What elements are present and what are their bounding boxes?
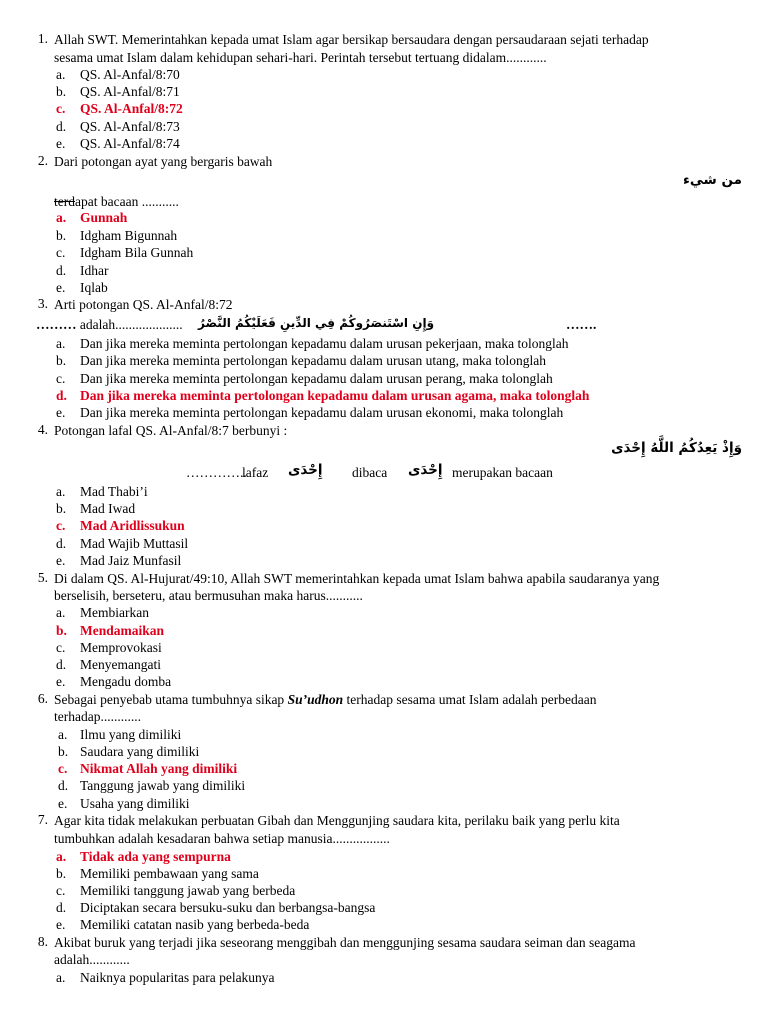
- q3-opt-a[interactable]: Dan jika mereka meminta pertolongan kepadamu dalam urusan pekerjaan, maka tolonglah: [80, 336, 569, 351]
- q3-opt-b[interactable]: Dan jika mereka meminta pertolongan kepadamu dalam urusan utang, maka tolonglah: [80, 353, 546, 368]
- q1-text-line1: Allah SWT. Memerintahkan kepada umat Islam agar bersikap bersaudara dengan persaudaraan sejati terhadap: [54, 32, 649, 47]
- q3-opt-a-letter: a.: [56, 336, 66, 351]
- q2-opt-e[interactable]: Iqlab: [80, 280, 108, 295]
- q4-opt-c-letter: c.: [56, 518, 66, 533]
- q2-opt-d[interactable]: Idhar: [80, 263, 109, 278]
- q4-trail: merupakan bacaan: [452, 465, 553, 480]
- q4-opt-b-letter: b.: [56, 501, 67, 516]
- q5-text-line2: berselisih, berseteru, atau bermusuhan maka harus...........: [54, 588, 363, 603]
- q7-opt-a-letter: a.: [56, 849, 67, 864]
- q7-text-line1: Agar kita tidak melakukan perbuatan Gibah dan Menggunjing saudara kita, perilaku baik yang perlu kita: [54, 813, 620, 828]
- q2-number: 2.: [37, 153, 48, 168]
- q2-opt-c-letter: c.: [56, 245, 66, 260]
- q2-opt-e-letter: e.: [56, 280, 66, 295]
- q3-opt-d-answer[interactable]: Dan jika mereka meminta pertolongan kepadamu dalam urusan agama, maka tolonglah: [80, 388, 590, 403]
- q4-text-line1: Potongan lafal QS. Al-Anfal/8:7 berbunyi :: [54, 423, 288, 438]
- q4-dibaca: dibaca: [352, 465, 388, 480]
- q4-opt-a[interactable]: Mad Thabi’i: [80, 484, 148, 499]
- q3-lead-dots2: ....................: [115, 317, 183, 332]
- q1-opt-b[interactable]: QS. Al-Anfal/8:71: [80, 84, 180, 99]
- q3-opt-c[interactable]: Dan jika mereka meminta pertolongan kepadamu dalam urusan perang, maka tolonglah: [80, 371, 553, 386]
- q3-lead-text: adalah: [76, 317, 116, 332]
- q3-lead-dots: ………: [36, 317, 77, 332]
- q1-opt-e-letter: e.: [56, 136, 66, 151]
- q1-opt-d[interactable]: QS. Al-Anfal/8:73: [80, 119, 180, 134]
- q2-lead: [54, 193, 179, 210]
- q7-opt-c-letter: c.: [56, 883, 66, 898]
- q6-number: 6.: [37, 691, 48, 706]
- q6-opt-b[interactable]: Saudara yang dimiliki: [80, 744, 200, 759]
- q4-opt-e-letter: e.: [56, 553, 66, 568]
- q1-opt-a-letter: a.: [56, 67, 66, 82]
- q4-opt-e[interactable]: Mad Jaiz Munfasil: [80, 553, 182, 568]
- q5-opt-d[interactable]: Menyemangati: [80, 657, 161, 672]
- q1-text-line2: sesama umat Islam dalam kehidupan sehari-hari. Perintah tersebut tertuang didalam............: [54, 50, 547, 65]
- q5-text-line1: Di dalam QS. Al-Hujurat/49:10, Allah SWT memerintahkan kepada umat Islam bahwa apabila saudaranya yang: [54, 571, 660, 586]
- q8-opt-a[interactable]: Naiknya popularitas para pelakunya: [80, 970, 275, 985]
- q4-opt-b[interactable]: Mad Iwad: [80, 501, 136, 516]
- q8-text-line2: adalah............: [54, 952, 130, 967]
- q1-opt-a[interactable]: QS. Al-Anfal/8:70: [80, 67, 180, 82]
- q5-opt-a[interactable]: Membiarkan: [80, 605, 149, 620]
- q4-arabic-word2: ﺇِﺣْﺪَﻯ: [408, 462, 443, 478]
- q3-lead: [36, 316, 183, 333]
- q2-lead-rest: apat bacaan ...........: [75, 194, 179, 209]
- q2-arabic-verse: ﻣﻦ ﺷﻲء: [682, 172, 742, 188]
- q7-opt-d-letter: d.: [56, 900, 67, 915]
- q6-opt-e[interactable]: Usaha yang dimiliki: [80, 796, 190, 811]
- q3-opt-d-letter: d.: [56, 388, 67, 403]
- q8-number: 8.: [37, 934, 48, 949]
- q4-opt-d[interactable]: Mad Wajib Muttasil: [80, 536, 189, 551]
- q5-opt-e-letter: e.: [56, 674, 66, 689]
- q6-opt-c-letter: c.: [58, 761, 68, 776]
- q8-opt-a-letter: a.: [56, 970, 66, 985]
- q4-opt-c-answer[interactable]: Mad Aridlissukun: [80, 518, 185, 533]
- q5-opt-b-answer[interactable]: Mendamaikan: [80, 623, 165, 638]
- q7-opt-c[interactable]: Memiliki tanggung jawab yang berbeda: [80, 883, 296, 898]
- q2-opt-d-letter: d.: [56, 263, 67, 278]
- q6-opt-a-letter: a.: [58, 727, 68, 742]
- q3-opt-c-letter: c.: [56, 371, 66, 386]
- q3-arabic-verse: وَإِنِ اسْتَنصَرُوكُمْ فِي الدِّينِ فَعَلَيْكُمُ النَّصْرُ: [198, 316, 435, 330]
- q6-opt-e-letter: e.: [58, 796, 68, 811]
- q4-lafaz: lafaz: [242, 465, 269, 480]
- q6-opt-a[interactable]: Ilmu yang dimiliki: [80, 727, 182, 742]
- q5-opt-d-letter: d.: [56, 657, 67, 672]
- q3-opt-b-letter: b.: [56, 353, 67, 368]
- q7-opt-b[interactable]: Memiliki pembawaan yang sama: [80, 866, 259, 881]
- q3-number: 3.: [37, 296, 48, 311]
- q8-text-line1: Akibat buruk yang terjadi jika seseorang menggibah dan menggunjing sesama saudara seiman dan seagama: [54, 935, 636, 950]
- q3-trail-dots: …….: [566, 317, 597, 332]
- q6-opt-d[interactable]: Tanggung jawab yang dimiliki: [80, 778, 246, 793]
- q6-text-c: terhadap sesama umat Islam adalah perbedaan: [343, 692, 597, 707]
- q6-text-a: Sebagai penyebab utama tumbuhnya sikap: [54, 692, 288, 707]
- q3-opt-e[interactable]: Dan jika mereka meminta pertolongan kepadamu dalam urusan ekonomi, maka tolonglah: [80, 405, 564, 420]
- q4-lead-dots: …………..: [186, 465, 247, 480]
- q6-text-line2: terhadap............: [54, 709, 141, 724]
- q1-number: 1.: [37, 31, 48, 46]
- q2-lead-struck: terd: [54, 194, 75, 209]
- q4-opt-d-letter: d.: [56, 536, 67, 551]
- q7-opt-e-letter: e.: [56, 917, 66, 932]
- q4-opt-a-letter: a.: [56, 484, 66, 499]
- q5-opt-b-letter: b.: [56, 623, 67, 638]
- q2-opt-b[interactable]: Idgham Bigunnah: [80, 228, 178, 243]
- q5-opt-a-letter: a.: [56, 605, 66, 620]
- q5-opt-c-letter: c.: [56, 640, 66, 655]
- q6-text-suudhon: Su’udhon: [287, 692, 344, 707]
- q4-arabic-word1: ﺇِﺣْﺪَﻯ: [288, 462, 323, 478]
- q5-opt-e[interactable]: Mengadu domba: [80, 674, 172, 689]
- q5-opt-c[interactable]: Memprovokasi: [80, 640, 162, 655]
- q1-opt-e[interactable]: QS. Al-Anfal/8:74: [80, 136, 180, 151]
- q7-number: 7.: [37, 812, 48, 827]
- q5-number: 5.: [37, 570, 48, 585]
- q2-opt-a-letter: a.: [56, 210, 67, 225]
- q7-opt-d[interactable]: Diciptakan secara bersuku-suku dan berbangsa-bangsa: [80, 900, 376, 915]
- q3-opt-e-letter: e.: [56, 405, 66, 420]
- q2-opt-b-letter: b.: [56, 228, 67, 243]
- q7-opt-e[interactable]: Memiliki catatan nasib yang berbeda-beda: [80, 917, 310, 932]
- q1-opt-c-letter: c.: [56, 101, 66, 116]
- q7-opt-b-letter: b.: [56, 866, 67, 881]
- q1-opt-d-letter: d.: [56, 119, 67, 134]
- q4-arabic-verse: ﻭَﺇِﺫْ ﻳَﻌِﺪُﻛُﻢُ ﺍﻟﻠَّﻪُ ﺇِﺣْﺪَﻯ: [611, 440, 742, 456]
- q6-text-line1: [54, 691, 597, 708]
- q2-text-line1: Dari potongan ayat yang bergaris bawah: [54, 154, 273, 169]
- q6-opt-d-letter: d.: [58, 778, 69, 793]
- q2-opt-a-answer[interactable]: Gunnah: [80, 210, 128, 225]
- q1-opt-b-letter: b.: [56, 84, 67, 99]
- q7-opt-a-answer[interactable]: Tidak ada yang sempurna: [80, 849, 231, 864]
- q6-opt-b-letter: b.: [58, 744, 69, 759]
- q6-opt-c-answer[interactable]: Nikmat Allah yang dimiliki: [80, 761, 238, 776]
- q2-opt-c[interactable]: Idgham Bila Gunnah: [80, 245, 194, 260]
- q4-number: 4.: [37, 422, 48, 437]
- q1-opt-c-answer[interactable]: QS. Al-Anfal/8:72: [80, 101, 183, 116]
- q3-text-line1: Arti potongan QS. Al-Anfal/8:72: [54, 297, 233, 312]
- q7-text-line2: tumbuhkan adalah kesadaran bahwa setiap manusia.................: [54, 831, 390, 846]
